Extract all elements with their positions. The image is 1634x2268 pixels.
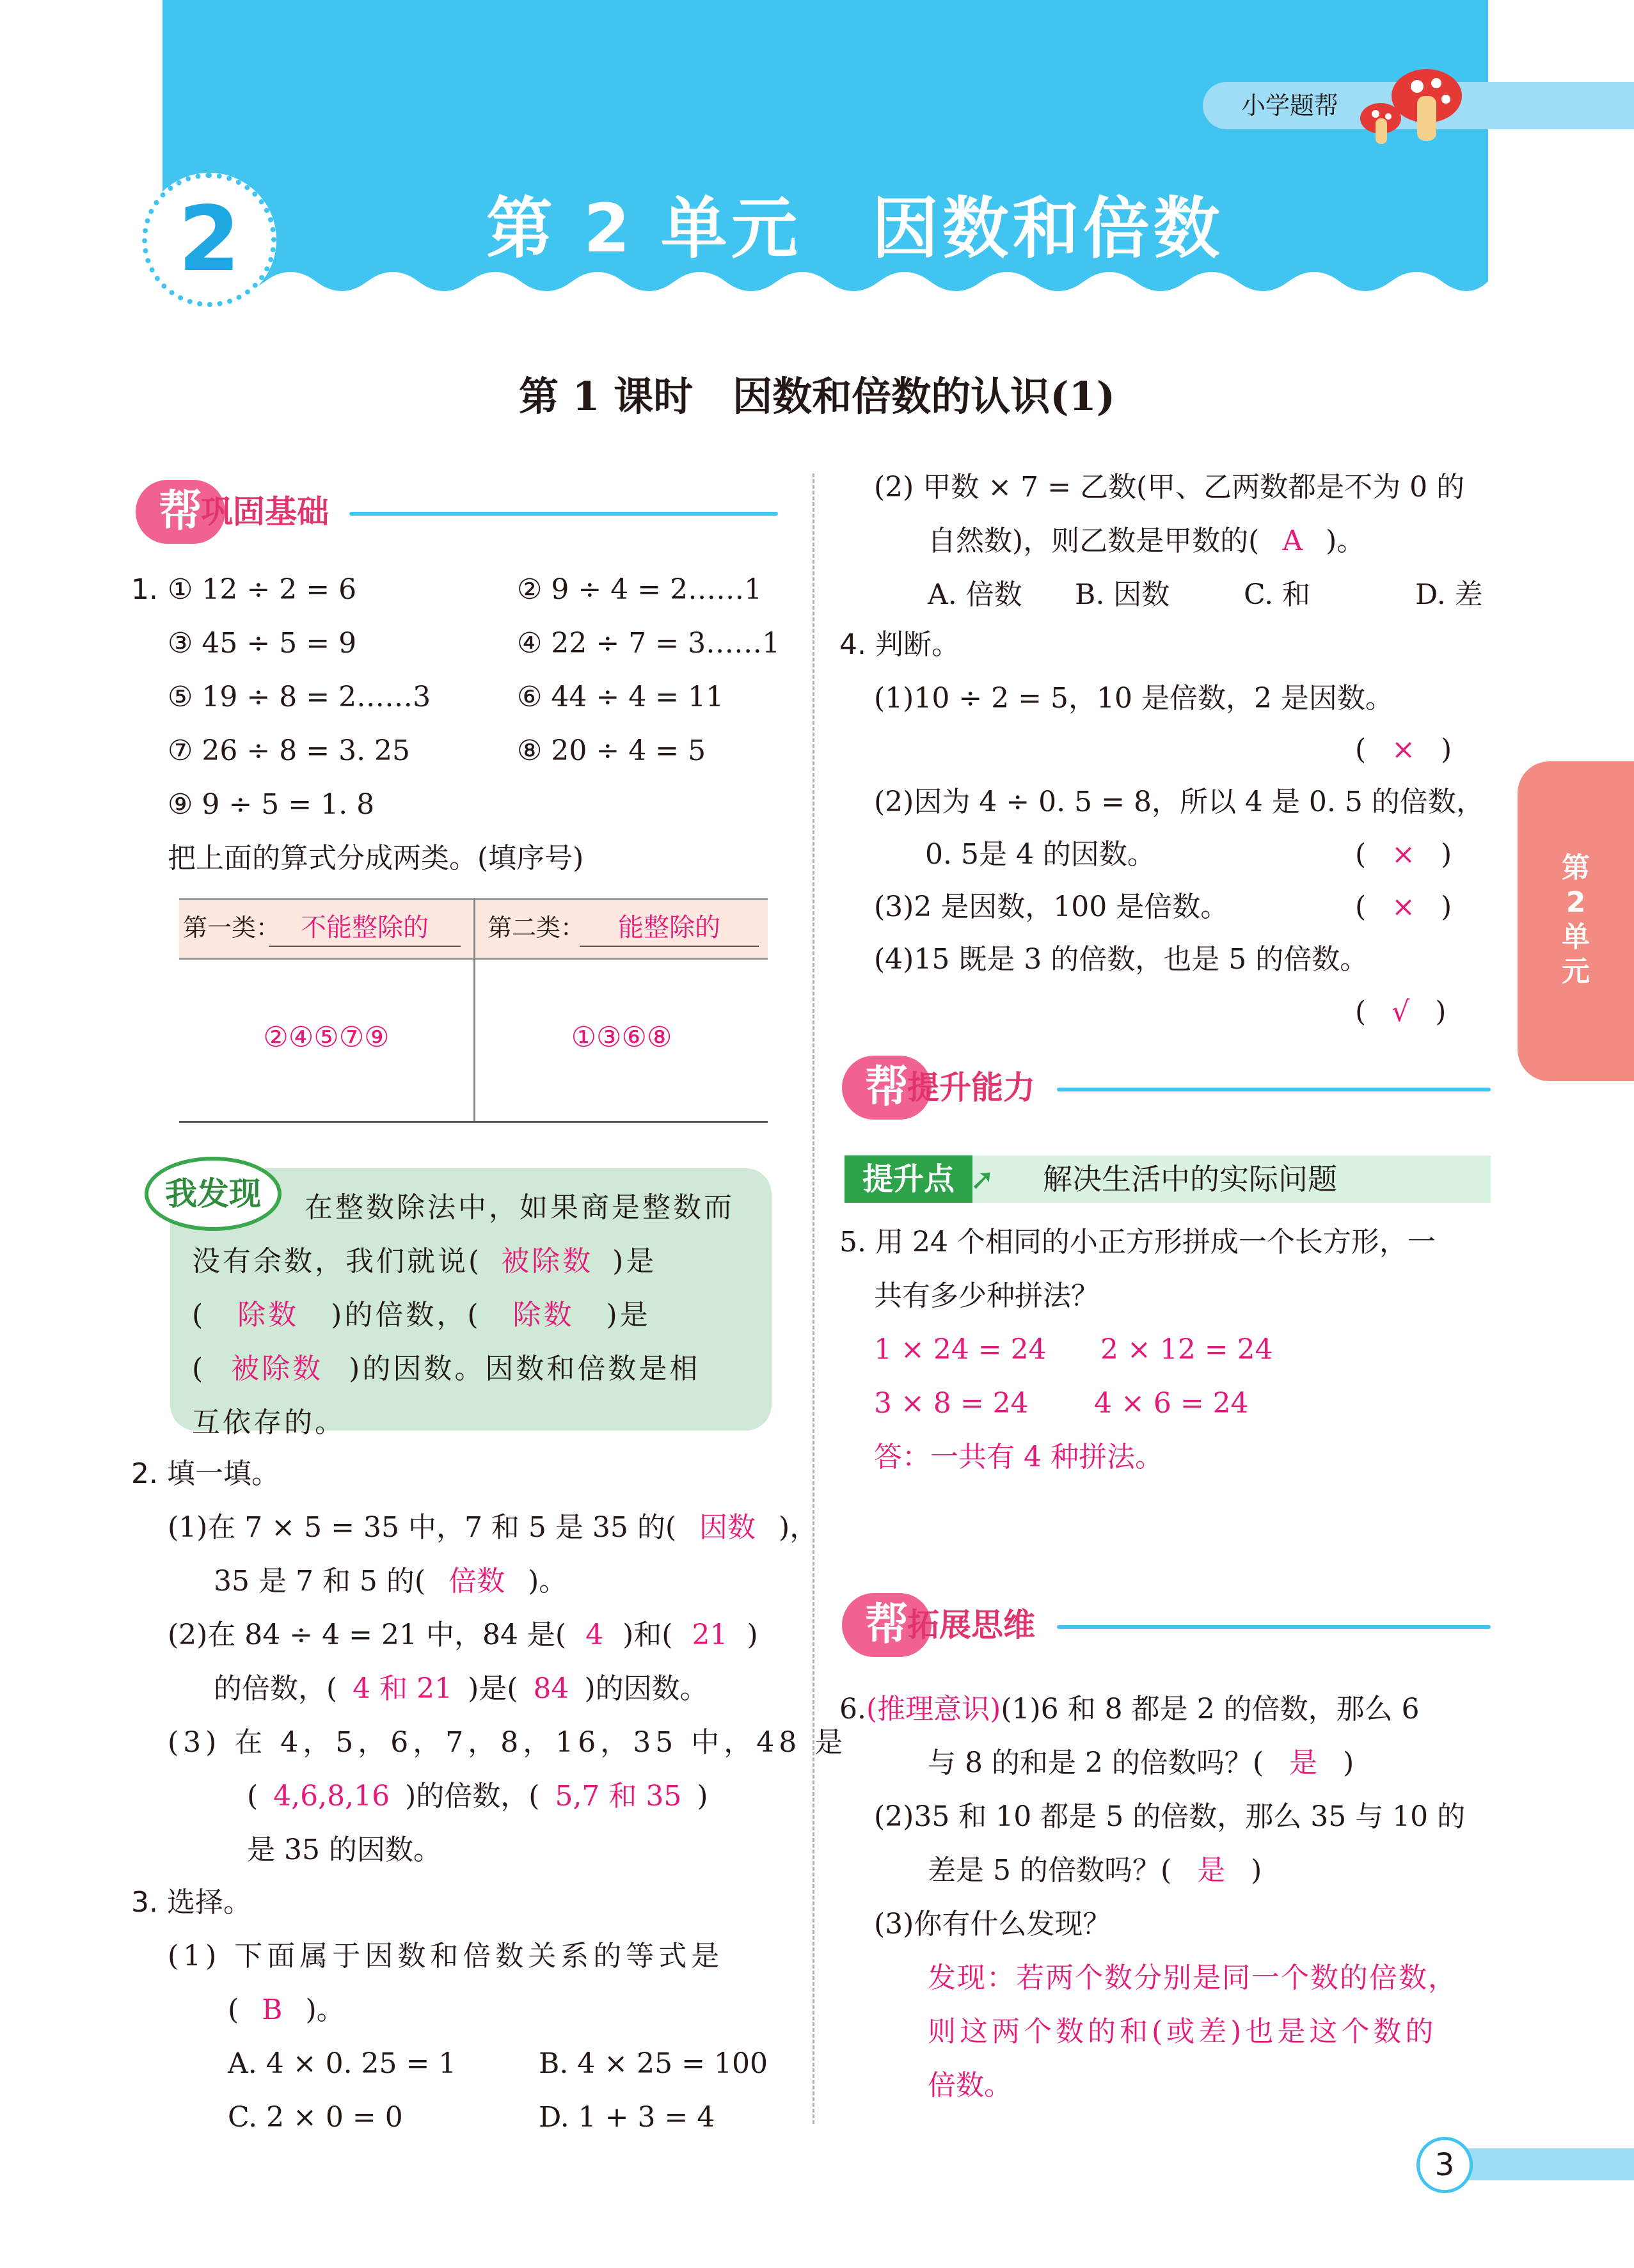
q6-finding: 倍数。 (928, 2069, 1012, 2102)
section-rule (1057, 1625, 1491, 1629)
q6-line: 与 8 的和是 2 的倍数吗？( 是 ) (928, 1747, 1354, 1779)
section-badge-improve: 帮 (842, 1056, 932, 1120)
q5-equation: 2 × 12 = 24 (1100, 1333, 1273, 1366)
q5-equation: 1 × 24 = 24 (874, 1333, 1047, 1366)
q4-answer-bracket: ( × ) (1355, 838, 1452, 871)
q3-line: (1) 下面属于因数和倍数关系的等式是 (168, 1940, 724, 1972)
discovery-line: 在整数除法中，如果商是整数而 (305, 1191, 734, 1224)
discovery-line: 没有余数，我们就说( 被除数 )是 (192, 1245, 657, 1278)
q3-option: B. 4 × 25 = 100 (539, 2047, 768, 2080)
unit-title: 第 2 单元 因数和倍数 (486, 189, 1224, 267)
discovery-badge: 我发现 (145, 1157, 282, 1231)
q3-option: C. 2 × 0 = 0 (228, 2101, 403, 2134)
q2-line: 35 是 7 和 5 的( 倍数 )。 (214, 1565, 567, 1598)
boost-badge: 提升点 (845, 1155, 972, 1203)
q6-line: 差是 5 的倍数吗？( 是 ) (928, 1854, 1262, 1887)
q2-line: ( 4,6,8,16 )的倍数，( 5,7 和 35 ) (247, 1780, 708, 1812)
q1-item: ⑦ 26 ÷ 8 = 3. 25 (168, 734, 411, 767)
q1-item: ⑤ 19 ÷ 8 = 2……3 (168, 681, 431, 713)
mushroom-icon (1356, 58, 1471, 154)
q6-line: 6.(推理意识)(1)6 和 8 都是 2 的倍数，那么 6 (839, 1693, 1420, 1725)
q2-line: 是 35 的因数。 (247, 1834, 441, 1866)
table-col1-answer: 不能整除的 (269, 901, 461, 947)
q2-line: (2)在 84 ÷ 4 = 21 中，84 是( 4 )和( 21 ) (168, 1619, 758, 1651)
q3-option: D. 差 (1415, 578, 1483, 611)
q4-statement: (4)15 既是 3 的倍数，也是 5 的倍数。 (874, 943, 1368, 976)
q4-statement: (2)因为 4 ÷ 0. 5 = 8，所以 4 是 0. 5 的倍数， (874, 786, 1484, 818)
table-col2-answer: 能整除的 (580, 901, 759, 947)
q1-number: 1. (131, 573, 158, 606)
boost-text: 解决生活中的实际问题 (1043, 1162, 1337, 1196)
q1-item: ③ 45 ÷ 5 = 9 (168, 627, 357, 660)
q3-line: (2) 甲数 × 7 = 乙数(甲、乙两数都是不为 0 的 (874, 471, 1465, 504)
q3-option: C. 和 (1244, 578, 1311, 611)
section-label-improve: 提升能力 (907, 1069, 1035, 1106)
q3-option: B. 因数 (1075, 578, 1170, 611)
lesson-title: 第 1 课时 因数和倍数的认识(1) (518, 373, 1116, 420)
q4-answer-bracket: ( × ) (1355, 733, 1452, 766)
page-number: 3 (1416, 2137, 1473, 2193)
q5-line: 5. 用 24 个相同的小正方形拼成一个长方形，一 (839, 1226, 1436, 1258)
q1-item: ⑥ 44 ÷ 4 = 11 (517, 681, 724, 713)
column-divider (813, 473, 814, 2124)
q3-line: 自然数)，则乙数是甲数的( A )。 (928, 525, 1365, 557)
side-tab-label: 第 2 单 元 (1562, 852, 1590, 988)
section-rule (1057, 1088, 1491, 1091)
q2-line: (1)在 7 × 5 = 35 中，7 和 5 是 35 的( 因数 )， (168, 1511, 818, 1544)
q1-item: ② 9 ÷ 4 = 2……1 (517, 573, 763, 606)
q4-statement: (1)10 ÷ 2 = 5，10 是倍数，2 是因数。 (874, 682, 1393, 715)
table-divider (473, 898, 475, 1122)
discovery-line: ( 除数 )的倍数，( 除数 )是 (192, 1299, 651, 1331)
section-label-extend: 拓展思维 (907, 1606, 1035, 1644)
discovery-line: ( 被除数 )的因数。因数和倍数是相 (192, 1352, 701, 1385)
q2-title: 2. 填一填。 (131, 1457, 280, 1490)
q5-answer: 答：一共有 4 种拼法。 (874, 1441, 1163, 1473)
discovery-line: 互依存的。 (192, 1406, 345, 1439)
q4-statement: (3)2 是因数，100 是倍数。 (874, 891, 1229, 923)
q3-option: D. 1 + 3 = 4 (539, 2101, 715, 2134)
q1-item: ⑨ 9 ÷ 5 = 1. 8 (168, 788, 375, 821)
q4-statement: 0. 5是 4 的因数。 (925, 838, 1155, 871)
q5-line: 共有多少种拼法？ (874, 1280, 1099, 1312)
table-col1-label: 第一类： (183, 914, 281, 942)
table-col2-label: 第二类： (488, 914, 585, 942)
q4-answer-bracket: ( √ ) (1355, 995, 1447, 1028)
section-badge-basic: 帮 (136, 480, 225, 544)
q2-line: 的倍数，( 4 和 21 )是( 84 )的因数。 (214, 1672, 708, 1705)
q1-item: ④ 22 ÷ 7 = 3……1 (517, 627, 781, 660)
page-number-strip (1459, 2148, 1634, 2180)
q4-answer-bracket: ( × ) (1355, 891, 1452, 923)
q5-equation: 4 × 6 = 24 (1094, 1387, 1249, 1420)
q6-line: (3)你有什么发现？ (874, 1908, 1111, 1940)
unit-number: 2 (178, 187, 241, 292)
q1-instruction: 把上面的算式分成两类。(填序号) (168, 842, 584, 875)
arrow-icon: ➚ (970, 1162, 995, 1196)
section-rule (349, 512, 778, 516)
q2-line: (3) 在 4，5，6，7，8，16，35 中，48 是 (168, 1726, 848, 1759)
q1-item: ① 12 ÷ 2 = 6 (168, 573, 357, 606)
q6-line: (2)35 和 10 都是 5 的倍数，那么 35 与 10 的 (874, 1800, 1466, 1833)
table-col1-items: ②④⑤⑦⑨ (263, 1021, 390, 1054)
q6-finding: 则这两个数的和(或差)也是这个数的 (928, 2015, 1438, 2048)
section-label-basic: 巩固基础 (201, 493, 329, 530)
q3-line: ( B )。 (228, 1994, 345, 2026)
q5-equation: 3 × 8 = 24 (874, 1387, 1029, 1420)
q1-item: ⑧ 20 ÷ 4 = 5 (517, 734, 706, 767)
q6-finding: 发现：若两个数分别是同一个数的倍数， (928, 1962, 1457, 1994)
table-col2-items: ①③⑥⑧ (571, 1021, 672, 1054)
q3-title: 3. 选择。 (131, 1886, 251, 1919)
table-bottom-rule (179, 1121, 768, 1123)
q3-option: A. 4 × 0. 25 = 1 (228, 2047, 457, 2080)
section-badge-extend: 帮 (842, 1593, 932, 1657)
q4-title: 4. 判断。 (839, 628, 960, 661)
q3-option: A. 倍数 (928, 578, 1022, 611)
brand-name: 小学题帮 (1241, 91, 1339, 120)
